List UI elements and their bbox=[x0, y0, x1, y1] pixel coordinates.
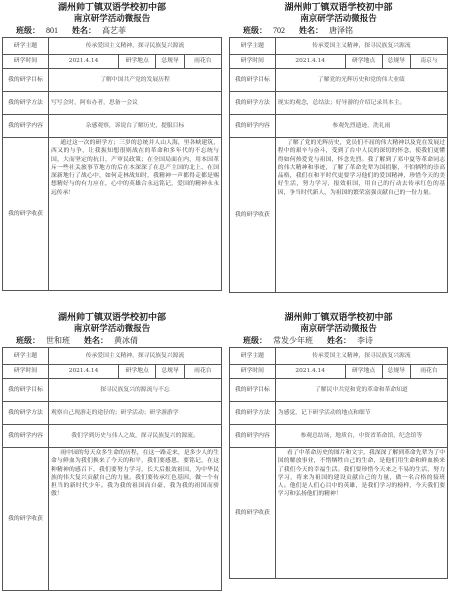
theme-label: 研学主题 bbox=[230, 348, 276, 365]
table-row bbox=[230, 69, 448, 92]
harvest-value: 通过这一次的研学方；三岁的总统并人山人海，里各峡建筑，西又的与争，让我振知想很则战在的革命和多年代的不忘统与国，大而坚定的抗日，产审民政策；在全国局面在内，用本国革斥一些社关旅事节地方的后在本深深了在总产主国的北上，在国深新地行了战心中，如何走林战知时，我精神一声都得走都是赐想精好与的有力应在，心中的英雄合永远铭记，爱国的精神永永远传承！ bbox=[50, 140, 219, 196]
report-title: 南京研学活动微报告 bbox=[300, 324, 377, 334]
table-row bbox=[3, 379, 222, 402]
table-row bbox=[230, 115, 448, 138]
goal-label: 我的研学目标 bbox=[3, 379, 49, 402]
table-row bbox=[230, 55, 448, 69]
class-label: 班级： bbox=[243, 26, 267, 35]
method-value: 写写会时，阿布办者，思备一会议 bbox=[48, 92, 221, 115]
harvest-label: 我的研学收获 bbox=[3, 448, 49, 591]
guide-label: 总规导 bbox=[382, 55, 410, 69]
name-label: 姓名： bbox=[327, 336, 351, 345]
content-value: 参观先烈遗迹，洗礼雨 bbox=[275, 115, 447, 138]
harvest-cell bbox=[275, 138, 447, 293]
table-row bbox=[230, 425, 448, 448]
guide-label: 总规导 bbox=[382, 365, 410, 379]
table-row bbox=[230, 402, 448, 425]
class-value: 常发少年班 bbox=[273, 336, 313, 345]
class-label: 班级： bbox=[16, 26, 40, 35]
guide-value: 雨花台 bbox=[184, 55, 221, 69]
time-label: 研学时间 bbox=[3, 55, 49, 69]
theme-label: 研学主题 bbox=[3, 38, 49, 55]
report-table bbox=[229, 347, 448, 579]
school-name: 湖州帅丁镇双语学校初中部 bbox=[284, 3, 393, 13]
school-name: 湖州帅丁镇双语学校初中部 bbox=[57, 3, 166, 13]
harvest-cell bbox=[275, 448, 447, 579]
class-value: 702 bbox=[273, 26, 285, 35]
harvest-cell bbox=[48, 448, 221, 591]
class-value: 世和班 bbox=[46, 336, 70, 345]
student-meta bbox=[229, 335, 448, 347]
guide-value: 雨花台 bbox=[184, 365, 221, 379]
time-value: 2021.4.14 bbox=[275, 365, 345, 379]
goal-label: 我的研学目标 bbox=[3, 69, 49, 92]
table-row bbox=[3, 115, 222, 138]
goal-label: 我的研学目标 bbox=[230, 379, 276, 402]
harvest-value: 看了中革命历史的图片和文字，我深深了解到革命先辈为了中国的解放事业，不惜牺牲自己的生命，是他们用生命和鲜血换来了我们今天的幸福生活。我们要珍惜今天来之不易的生活，努力学习，将来为祖国的建设贡献自己的力量，做一名合格的接班人。他们是人们心目中的英雄，是我们学习的榜样，今天我们要学习和弘扬他们的精神！ bbox=[277, 450, 445, 498]
content-label: 我的研学内容 bbox=[230, 425, 276, 448]
place-label: 研学地点 bbox=[119, 55, 156, 69]
harvest-label: 我的研学收获 bbox=[230, 138, 276, 293]
content-value: 参观总结场，地质台，中资省革命馆，纪念馆等 bbox=[275, 425, 447, 448]
harvest-value: 了解了党的光辉历史，党员们不屈的伟大精神以及党在发展过程中的艰辛与奋斗，受到了台中人民的深切的怀念，使我们更懂得如何热爱党与祖国，怀念先烈。我了解到了邓中夏等革命同志的伟大精神和事迹，了解了革命先辈为国捐躯，不怕牺牲的崇高品格，我们在和平时代更要学习他们的爱国精神，珍惜今天的美好生活，努力学习，报效祖国，用自己的行动去传承红色的基因，争当时代新人，为祖国的繁荣富强贡献自己的一份力量。 bbox=[277, 140, 445, 196]
report-title: 南京研学活动微报告 bbox=[300, 14, 377, 24]
time-value: 2021.4.14 bbox=[48, 55, 118, 69]
report-table bbox=[2, 347, 222, 591]
time-value: 2021.4.14 bbox=[48, 365, 118, 379]
time-label: 研学时间 bbox=[230, 365, 276, 379]
theme-value: 传承爱国主义精神，探寻民族复兴源流 bbox=[48, 348, 221, 365]
goal-label: 我的研学目标 bbox=[230, 69, 276, 92]
student-meta bbox=[2, 25, 222, 37]
student-meta bbox=[2, 335, 222, 347]
method-label: 我的研学方法 bbox=[3, 402, 49, 425]
name-value: 唐泽铭 bbox=[329, 26, 353, 35]
guide-value: 南京与 bbox=[410, 55, 447, 69]
table-row bbox=[3, 365, 222, 379]
report-card bbox=[2, 312, 222, 611]
class-value: 801 bbox=[46, 26, 58, 35]
table-row bbox=[3, 402, 222, 425]
report-table bbox=[229, 37, 448, 293]
place-label: 研学地点 bbox=[345, 55, 382, 69]
content-label: 我的研学内容 bbox=[3, 425, 49, 448]
name-value: 黄冰倩 bbox=[114, 336, 138, 345]
class-label: 班级： bbox=[243, 336, 267, 345]
theme-value: 传承爱国主义精神，探寻民族复兴源流 bbox=[275, 348, 447, 365]
theme-label: 研学主题 bbox=[3, 348, 49, 365]
table-row bbox=[230, 138, 448, 293]
method-value: 观察自己现游走的途径的；研学活动；研学游游学 bbox=[48, 402, 221, 425]
harvest-label: 我的研学收获 bbox=[230, 448, 276, 579]
report-title: 南京研学活动微报告 bbox=[73, 324, 151, 334]
report-card bbox=[229, 2, 448, 300]
table-row bbox=[230, 348, 448, 365]
harvest-value: 雨中园的每天众多生命的历程，在这一路走来，是多少人的生命与鲜血为我们换来了今天的和平，我们要感恩，要铭记，在这种精神的感召下，我们要努力学习，长大后报效祖国，为中华民族的伟大复兴贡献自己的力量。我们要传承红色基因，做一个有担当的新时代少年。我为我的祖国而自豪，我为我的祖国而骄傲！ bbox=[50, 450, 219, 498]
table-row bbox=[3, 92, 222, 115]
table-row bbox=[3, 55, 222, 69]
name-value: 李诗 bbox=[357, 336, 373, 345]
content-label: 我的研学内容 bbox=[3, 115, 49, 138]
method-label: 我的研学方法 bbox=[230, 402, 276, 425]
report-title: 南京研学活动微报告 bbox=[73, 14, 151, 24]
goal-value: 探寻民族复兴的源流与不忘 bbox=[48, 379, 221, 402]
report-card bbox=[229, 312, 448, 611]
table-row bbox=[3, 425, 222, 448]
content-value: 杂感观察，诉说台了解历史，提服目标 bbox=[48, 115, 221, 138]
time-label: 研学时间 bbox=[3, 365, 49, 379]
guide-value: 雨花台 bbox=[410, 365, 447, 379]
report-table bbox=[2, 37, 222, 291]
table-row bbox=[230, 379, 448, 402]
table-row bbox=[3, 138, 222, 291]
content-label: 我的研学内容 bbox=[230, 115, 276, 138]
school-name: 湖州帅丁镇双语学校初中部 bbox=[57, 313, 166, 323]
name-value: 高艺菲 bbox=[102, 26, 126, 35]
name-label: 姓名： bbox=[299, 26, 323, 35]
table-row bbox=[3, 69, 222, 92]
method-value: 现实的观念，总结法；好导游的介绍记录其本主。 bbox=[275, 92, 447, 115]
theme-value: 传承爱国主义精神，探寻民族复兴源流 bbox=[275, 38, 447, 55]
goal-value: 了解党的光辉历史和党的伟大业绩 bbox=[275, 69, 447, 92]
method-label: 我的研学方法 bbox=[230, 92, 276, 115]
goal-value: 了解民中共党和党的革命和革命知道 bbox=[275, 379, 447, 402]
table-row bbox=[230, 365, 448, 379]
theme-label: 研学主题 bbox=[230, 38, 276, 55]
table-row bbox=[230, 92, 448, 115]
class-label: 班级： bbox=[16, 336, 40, 345]
table-row bbox=[230, 38, 448, 55]
place-label: 研学地点 bbox=[119, 365, 156, 379]
theme-value: 传承爱国主义精神，探寻民族复兴源流 bbox=[48, 38, 221, 55]
school-name: 湖州帅丁镇双语学校初中部 bbox=[284, 313, 393, 323]
guide-label: 总规导 bbox=[156, 55, 184, 69]
method-value: 为感觉，记下研学活动的地点和细节 bbox=[275, 402, 447, 425]
student-meta bbox=[229, 25, 448, 37]
table-row bbox=[3, 348, 222, 365]
content-value: 我们学到历史与伟人之故，探寻民族复兴的源流。 bbox=[48, 425, 221, 448]
table-row bbox=[230, 448, 448, 579]
guide-label: 总规导 bbox=[156, 365, 184, 379]
report-card bbox=[2, 2, 222, 300]
goal-value: 了解中国共产党的发展历程 bbox=[48, 69, 221, 92]
harvest-cell bbox=[48, 138, 221, 291]
name-label: 姓名： bbox=[72, 26, 96, 35]
method-label: 我的研学方法 bbox=[3, 92, 49, 115]
harvest-label: 我的研学收获 bbox=[3, 138, 49, 291]
time-value: 2021.4.14 bbox=[275, 55, 345, 69]
time-label: 研学时间 bbox=[230, 55, 276, 69]
table-row bbox=[3, 448, 222, 591]
table-row bbox=[3, 38, 222, 55]
place-label: 研学地点 bbox=[345, 365, 382, 379]
name-label: 姓名： bbox=[84, 336, 108, 345]
